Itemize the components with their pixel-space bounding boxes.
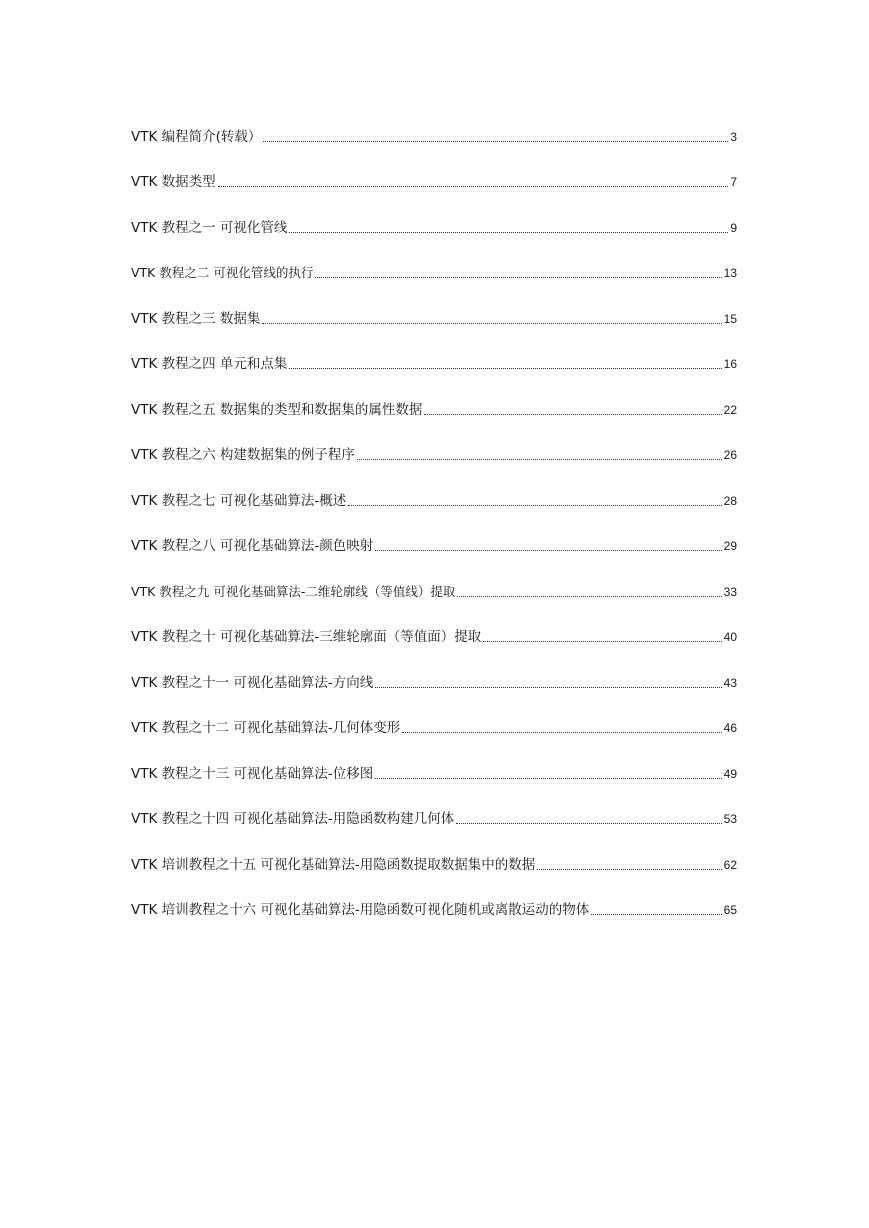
toc-entry-page: 7 <box>730 175 737 189</box>
toc-leader-dots <box>402 732 721 733</box>
toc-entry-page: 62 <box>723 857 737 872</box>
toc-leader-dots <box>375 687 721 688</box>
toc-entry-title: VTK 教程之八 可视化基础算法-颜色映射 <box>131 538 374 554</box>
toc-entry-page: 26 <box>723 448 737 462</box>
toc-entry-title: VTK 培训教程之十六 可视化基础算法-用隐函数可视化随机或离散运动的物体 <box>131 902 590 918</box>
toc-entry[interactable] <box>131 207 737 253</box>
toc-entry[interactable] <box>131 253 737 299</box>
toc-entry-page: 33 <box>723 584 737 599</box>
toc-leader-dots <box>537 869 721 870</box>
toc-entry-title: VTK 教程之十四 可视化基础算法-用隐函数构建几何体 <box>131 811 455 827</box>
toc-leader-dots <box>424 414 721 415</box>
toc-entry[interactable] <box>131 435 737 481</box>
toc-entry[interactable] <box>131 116 737 162</box>
toc-leader-dots <box>375 550 721 551</box>
toc-entry-page: 13 <box>723 266 737 280</box>
toc-entry-title: VTK 教程之七 可视化基础算法-概述 <box>131 492 347 509</box>
toc-entry[interactable] <box>131 844 737 890</box>
toc-entry-page: 3 <box>730 129 737 144</box>
toc-leader-dots <box>262 323 721 324</box>
toc-entry-page: 43 <box>723 675 737 690</box>
toc-leader-dots <box>289 368 721 369</box>
toc-entry[interactable] <box>131 389 737 435</box>
toc-entry[interactable] <box>131 799 737 845</box>
toc-entry-title: VTK 数据类型 <box>131 174 216 190</box>
toc-leader-dots <box>357 459 722 460</box>
toc-entry-page: 53 <box>723 812 737 826</box>
toc-entry-title: VTK 教程之三 数据集 <box>131 310 261 327</box>
toc-entry-page: 16 <box>723 357 737 371</box>
toc-entry[interactable] <box>131 526 737 572</box>
toc-entry[interactable] <box>131 298 737 344</box>
toc-entry-title: VTK 教程之十三 可视化基础算法-位移图 <box>131 765 374 782</box>
toc-entry-page: 40 <box>723 630 737 644</box>
toc-leader-dots <box>591 914 721 915</box>
toc-entry[interactable] <box>131 662 737 708</box>
toc-entry-title: VTK 教程之十 可视化基础算法-三维轮廓面（等值面）提取 <box>131 629 482 645</box>
toc-entry-title: VTK 教程之六 构建数据集的例子程序 <box>131 447 355 463</box>
toc-entry-page: 22 <box>723 402 737 417</box>
toc-entry-page: 28 <box>723 493 737 508</box>
toc-leader-dots <box>348 505 721 506</box>
toc-entry-title: VTK 教程之五 数据集的类型和数据集的属性数据 <box>131 401 423 418</box>
toc-entry-title: VTK 培训教程之十五 可视化基础算法-用隐函数提取数据集中的数据 <box>131 856 536 873</box>
toc-entry[interactable] <box>131 344 737 390</box>
toc-entry-title: VTK 教程之四 单元和点集 <box>131 356 288 372</box>
toc-entry-page: 9 <box>730 220 737 235</box>
toc-entry[interactable] <box>131 571 737 617</box>
toc-leader-dots <box>263 141 728 142</box>
toc-entry-title: VTK 教程之二 可视化管线的执行 <box>131 265 314 280</box>
toc-leader-dots <box>375 778 721 779</box>
toc-entry-page: 15 <box>723 311 737 326</box>
toc-entry[interactable] <box>131 162 737 208</box>
toc-entry-page: 65 <box>723 903 737 917</box>
toc-leader-dots <box>483 641 721 642</box>
toc-entry-page: 46 <box>723 721 737 735</box>
toc-leader-dots <box>218 186 729 187</box>
toc-leader-dots <box>289 232 728 233</box>
toc-entry[interactable] <box>131 617 737 663</box>
toc-entry-title: VTK 教程之十一 可视化基础算法-方向线 <box>131 674 374 691</box>
toc-entry-title: VTK 教程之一 可视化管线 <box>131 219 288 236</box>
toc-entry-title: VTK 编程简介(转载） <box>131 128 262 145</box>
toc-entry-page: 49 <box>723 766 737 781</box>
toc-leader-dots <box>457 596 721 597</box>
toc-leader-dots <box>456 823 721 824</box>
toc-entry[interactable] <box>131 890 737 936</box>
toc-leader-dots <box>315 277 721 278</box>
toc-entry[interactable] <box>131 480 737 526</box>
toc-entry[interactable] <box>131 708 737 754</box>
table-of-contents <box>131 116 737 935</box>
toc-entry[interactable] <box>131 753 737 799</box>
toc-entry-page: 29 <box>723 539 737 553</box>
toc-entry-title: VTK 教程之九 可视化基础算法-二维轮廓线（等值线）提取 <box>131 583 456 599</box>
toc-entry-title: VTK 教程之十二 可视化基础算法-几何体变形 <box>131 720 401 736</box>
